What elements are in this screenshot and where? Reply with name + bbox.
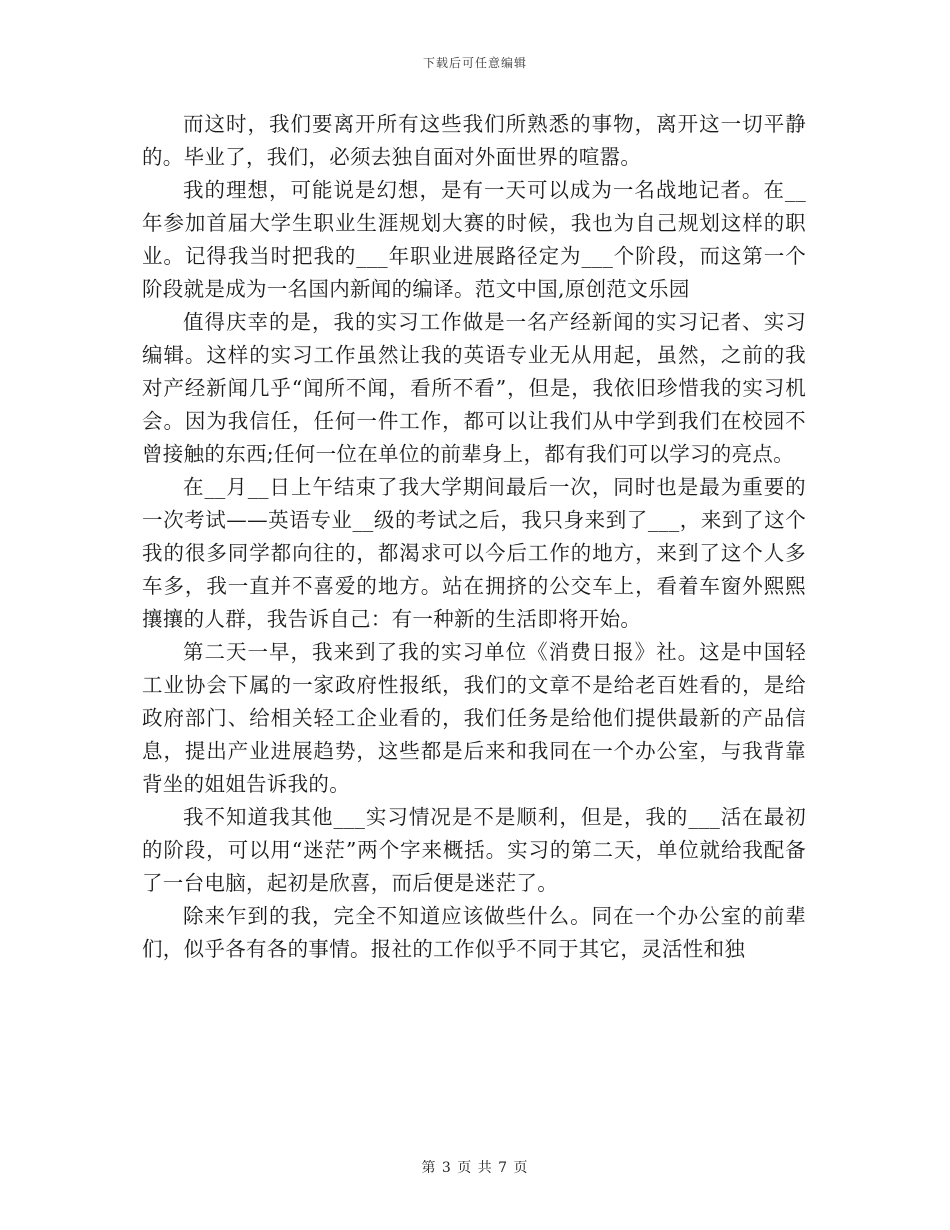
- paragraph: 除来乍到的我，完全不知道应该做些什么。同在一个办公室的前辈们，似乎各有各的事情。报社的工作似乎不同于其它，灵活性和独: [142, 904, 806, 961]
- paragraph: 值得庆幸的是，我的实习工作做是一名产经新闻的实习记者、实习编辑。这样的实习工作虽然让我的英语专业无从用起，虽然，之前的我对产经新闻几乎“闻所不闻，看所不看”，但是，我依旧珍惜我的实习机会。因为我信任，任何一件工作，都可以让我们从中学到我们在校园不曾接触的东西;任何一位在单位的前辈身上，都有我们可以学习的亮点。: [142, 310, 806, 466]
- paragraph: 我的理想，可能说是幻想，是有一天可以成为一名战地记者。在__年参加首届大学生职业生涯规划大赛的时候，我也为自己规划这样的职业。记得我当时把我的___年职业进展路径定为___个阶段，而这第一个阶段就是成为一名国内新闻的编译。范文中国,原创范文乐园: [142, 178, 806, 301]
- paragraph: 第二天一早，我来到了我的实习单位《消费日报》社。这是中国轻工业协会下属的一家政府性报纸，我们的文章不是给老百姓看的，是给政府部门、给相关轻工企业看的，我们任务是给他们提供最新的产品信息，提出产业进展趋势，这些都是后来和我同在一个办公室，与我背靠背坐的姐姐告诉我的。: [142, 640, 806, 796]
- page-header: 下载后可任意编辑: [422, 56, 527, 70]
- paragraph: 在__月__日上午结束了我大学期间最后一次，同时也是最为重要的一次考试——英语专业__级的考试之后，我只身来到了___，来到了这个我的很多同学都向往的，都渴求可以今后工作的地方，来到了这个人多车多，我一直并不喜爱的地方。站在拥挤的公交车上，看着车窗外熙熙攘攘的人群，我告诉自己：有一种新的生活即将开始。: [142, 475, 806, 631]
- paragraph: 我不知道我其他___实习情况是不是顺利，但是，我的___活在最初的阶段，可以用“迷茫”两个字来概括。实习的第二天，单位就给我配备了一台电脑，起初是欣喜，而后便是迷茫了。: [142, 805, 806, 895]
- document-body: [142, 108, 806, 966]
- paragraph: 而这时，我们要离开所有这些我们所熟悉的事物，离开这一切平静的。毕业了，我们，必须去独自面对外面世界的喧嚣。: [142, 112, 806, 169]
- page-number-footer: 第 3 页 共 7 页: [421, 1160, 529, 1176]
